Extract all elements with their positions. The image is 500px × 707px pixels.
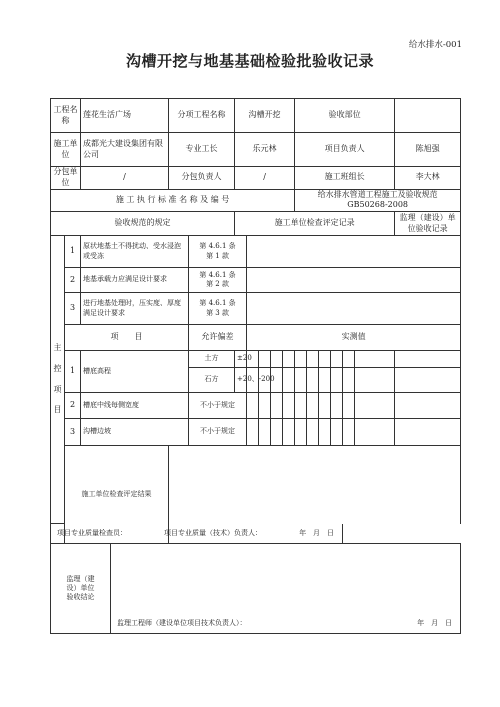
contractor-result-label: 施工单位检查评定结果 xyxy=(65,446,169,544)
measured-cell xyxy=(283,419,295,446)
supervisor-signature-line xyxy=(113,619,458,628)
measured-cell xyxy=(307,351,319,368)
acceptance-part-value xyxy=(395,99,461,133)
page-title: 沟槽开挖与地基基础检验批验收记录 xyxy=(125,52,374,70)
measured-cell xyxy=(395,419,461,446)
measured-cell xyxy=(259,393,271,419)
item-clause: 第 4.6.1 条 第 1 款 xyxy=(189,236,247,268)
sub-project-value: 沟槽开挖 xyxy=(235,99,295,133)
supervisor-column-header: 监理（建设）单位验收记录 xyxy=(395,212,461,236)
measured-cell xyxy=(343,393,355,419)
contractor-label: 施工单位 xyxy=(51,133,81,167)
item-text: 地基承载力应满足设计要求 xyxy=(81,268,189,293)
measured-cell xyxy=(271,351,283,368)
spec-column-header: 验收规范的规定 xyxy=(51,212,235,236)
acceptance-record-table xyxy=(50,98,461,634)
item-number: 2 xyxy=(65,268,81,293)
tolerance-value: +20、-200 xyxy=(235,368,247,393)
sub-pm-label: 分包负责人 xyxy=(169,167,235,190)
tolerance-value: ±20 xyxy=(235,351,247,368)
measured-cell xyxy=(247,393,259,419)
measured-cell xyxy=(295,368,307,393)
project-name-label: 工程名称 xyxy=(51,99,81,133)
measured-cell xyxy=(283,393,295,419)
measured-cell xyxy=(271,419,283,446)
acceptance-part-label: 验收部位 xyxy=(295,99,395,133)
tech-lead-label: 项目专业质量（技术）负责人： xyxy=(164,528,263,537)
measured-cell xyxy=(343,368,355,393)
measured-cell xyxy=(355,393,395,419)
quality-inspector-label: 项目专业质量检查员： xyxy=(57,528,127,537)
measured-cell xyxy=(319,368,331,393)
contractor-signature-line xyxy=(53,529,340,538)
standard-value: 给水排水管道工程施工及验收规范 GB50268-2008 xyxy=(295,189,461,212)
team-leader-label: 施工班组长 xyxy=(295,167,395,190)
item-text: 槽底中线每侧宽度 xyxy=(81,393,189,419)
measured-cell xyxy=(307,419,319,446)
measured-cell xyxy=(283,351,295,368)
measured-cell xyxy=(259,419,271,446)
main-label-char: 目 xyxy=(53,405,62,415)
main-label-char: 控 xyxy=(53,363,62,373)
item-text: 进行地基处理时，压实度、厚度满足设计要求 xyxy=(81,293,189,325)
contractor-date: 年 月 日 xyxy=(299,528,335,537)
measured-cell xyxy=(395,368,461,393)
subcontractor-value: / xyxy=(81,167,169,190)
measured-cell xyxy=(247,419,259,446)
item-clause: 第 4.6.1 条 第 3 款 xyxy=(189,293,247,325)
measured-cell xyxy=(295,351,307,368)
tolerance-value: 不小于规定 xyxy=(189,419,247,446)
tolerance-type: 石方 xyxy=(189,368,235,393)
measured-cell xyxy=(355,419,395,446)
item-text: 沟槽边坡 xyxy=(81,419,189,446)
measured-cell xyxy=(307,393,319,419)
measured-cell xyxy=(331,393,343,419)
measured-cell xyxy=(331,351,343,368)
main-label-char: 主 xyxy=(53,343,62,353)
check-record-cell xyxy=(247,236,461,268)
measured-cell xyxy=(283,368,295,393)
supervisor-result-label: 监理（建设）单位验收结论 xyxy=(51,544,111,634)
contractor-value: 成都光大建设集团有限公司 xyxy=(81,133,169,167)
item-number: 3 xyxy=(65,293,81,325)
tolerance-type: 土方 xyxy=(189,351,235,368)
tolerance-header: 允许偏差 xyxy=(189,325,247,351)
item-number: 2 xyxy=(65,393,81,419)
team-leader-value: 李大林 xyxy=(395,167,461,190)
item-text: 原状地基土不得扰动、受水浸泡或受冻 xyxy=(81,236,189,268)
measured-cell xyxy=(395,351,461,368)
measured-cell xyxy=(307,368,319,393)
measured-cell xyxy=(295,393,307,419)
main-control-label xyxy=(51,236,65,524)
pm-value: 陈旭强 xyxy=(395,133,461,167)
contractor-check-column-header: 施工单位检查评定记录 xyxy=(235,212,395,236)
standard-label: 施 工 执 行 标 准 名 称 及 编 号 xyxy=(51,189,295,212)
measured-cell xyxy=(319,351,331,368)
measured-cell xyxy=(343,351,355,368)
main-label-char: 项 xyxy=(53,384,62,394)
measured-cell xyxy=(343,419,355,446)
measured-cell xyxy=(271,393,283,419)
item-number: 1 xyxy=(65,351,81,393)
measured-value-header: 实测值 xyxy=(247,325,461,351)
item-clause: 第 4.6.1 条 第 2 款 xyxy=(189,268,247,293)
check-record-cell xyxy=(247,293,461,325)
measure-item-header: 项 目 xyxy=(65,325,189,351)
measured-cell xyxy=(295,419,307,446)
measured-cell xyxy=(259,351,271,368)
subcontractor-label: 分包单位 xyxy=(51,167,81,190)
foreman-label: 专业工长 xyxy=(169,133,235,167)
measured-cell xyxy=(331,419,343,446)
sub-project-label: 分项工程名称 xyxy=(169,99,235,133)
measured-cell xyxy=(319,419,331,446)
measured-cell xyxy=(395,393,461,419)
supervisor-date: 年 月 日 xyxy=(417,618,453,627)
foreman-value: 乐元林 xyxy=(235,133,295,167)
measured-cell xyxy=(331,368,343,393)
measured-cell xyxy=(319,393,331,419)
project-name-value: 莲花生活广场 xyxy=(81,99,169,133)
measured-cell xyxy=(355,368,395,393)
item-number: 1 xyxy=(65,236,81,268)
check-record-cell xyxy=(247,268,461,293)
tolerance-value: 不小于规定 xyxy=(189,393,247,419)
sub-pm-value: / xyxy=(235,167,295,190)
pm-label: 项目负责人 xyxy=(295,133,395,167)
document-code: 给水排水-001 xyxy=(408,40,462,50)
contractor-result-body xyxy=(169,446,461,524)
supervisor-result-body xyxy=(111,544,461,614)
measured-cell xyxy=(355,351,395,368)
item-number: 3 xyxy=(65,419,81,446)
supervising-engineer-label: 监理工程师（建设单位项目技术负责人）： xyxy=(117,618,247,627)
item-text: 槽底高程 xyxy=(81,351,189,393)
